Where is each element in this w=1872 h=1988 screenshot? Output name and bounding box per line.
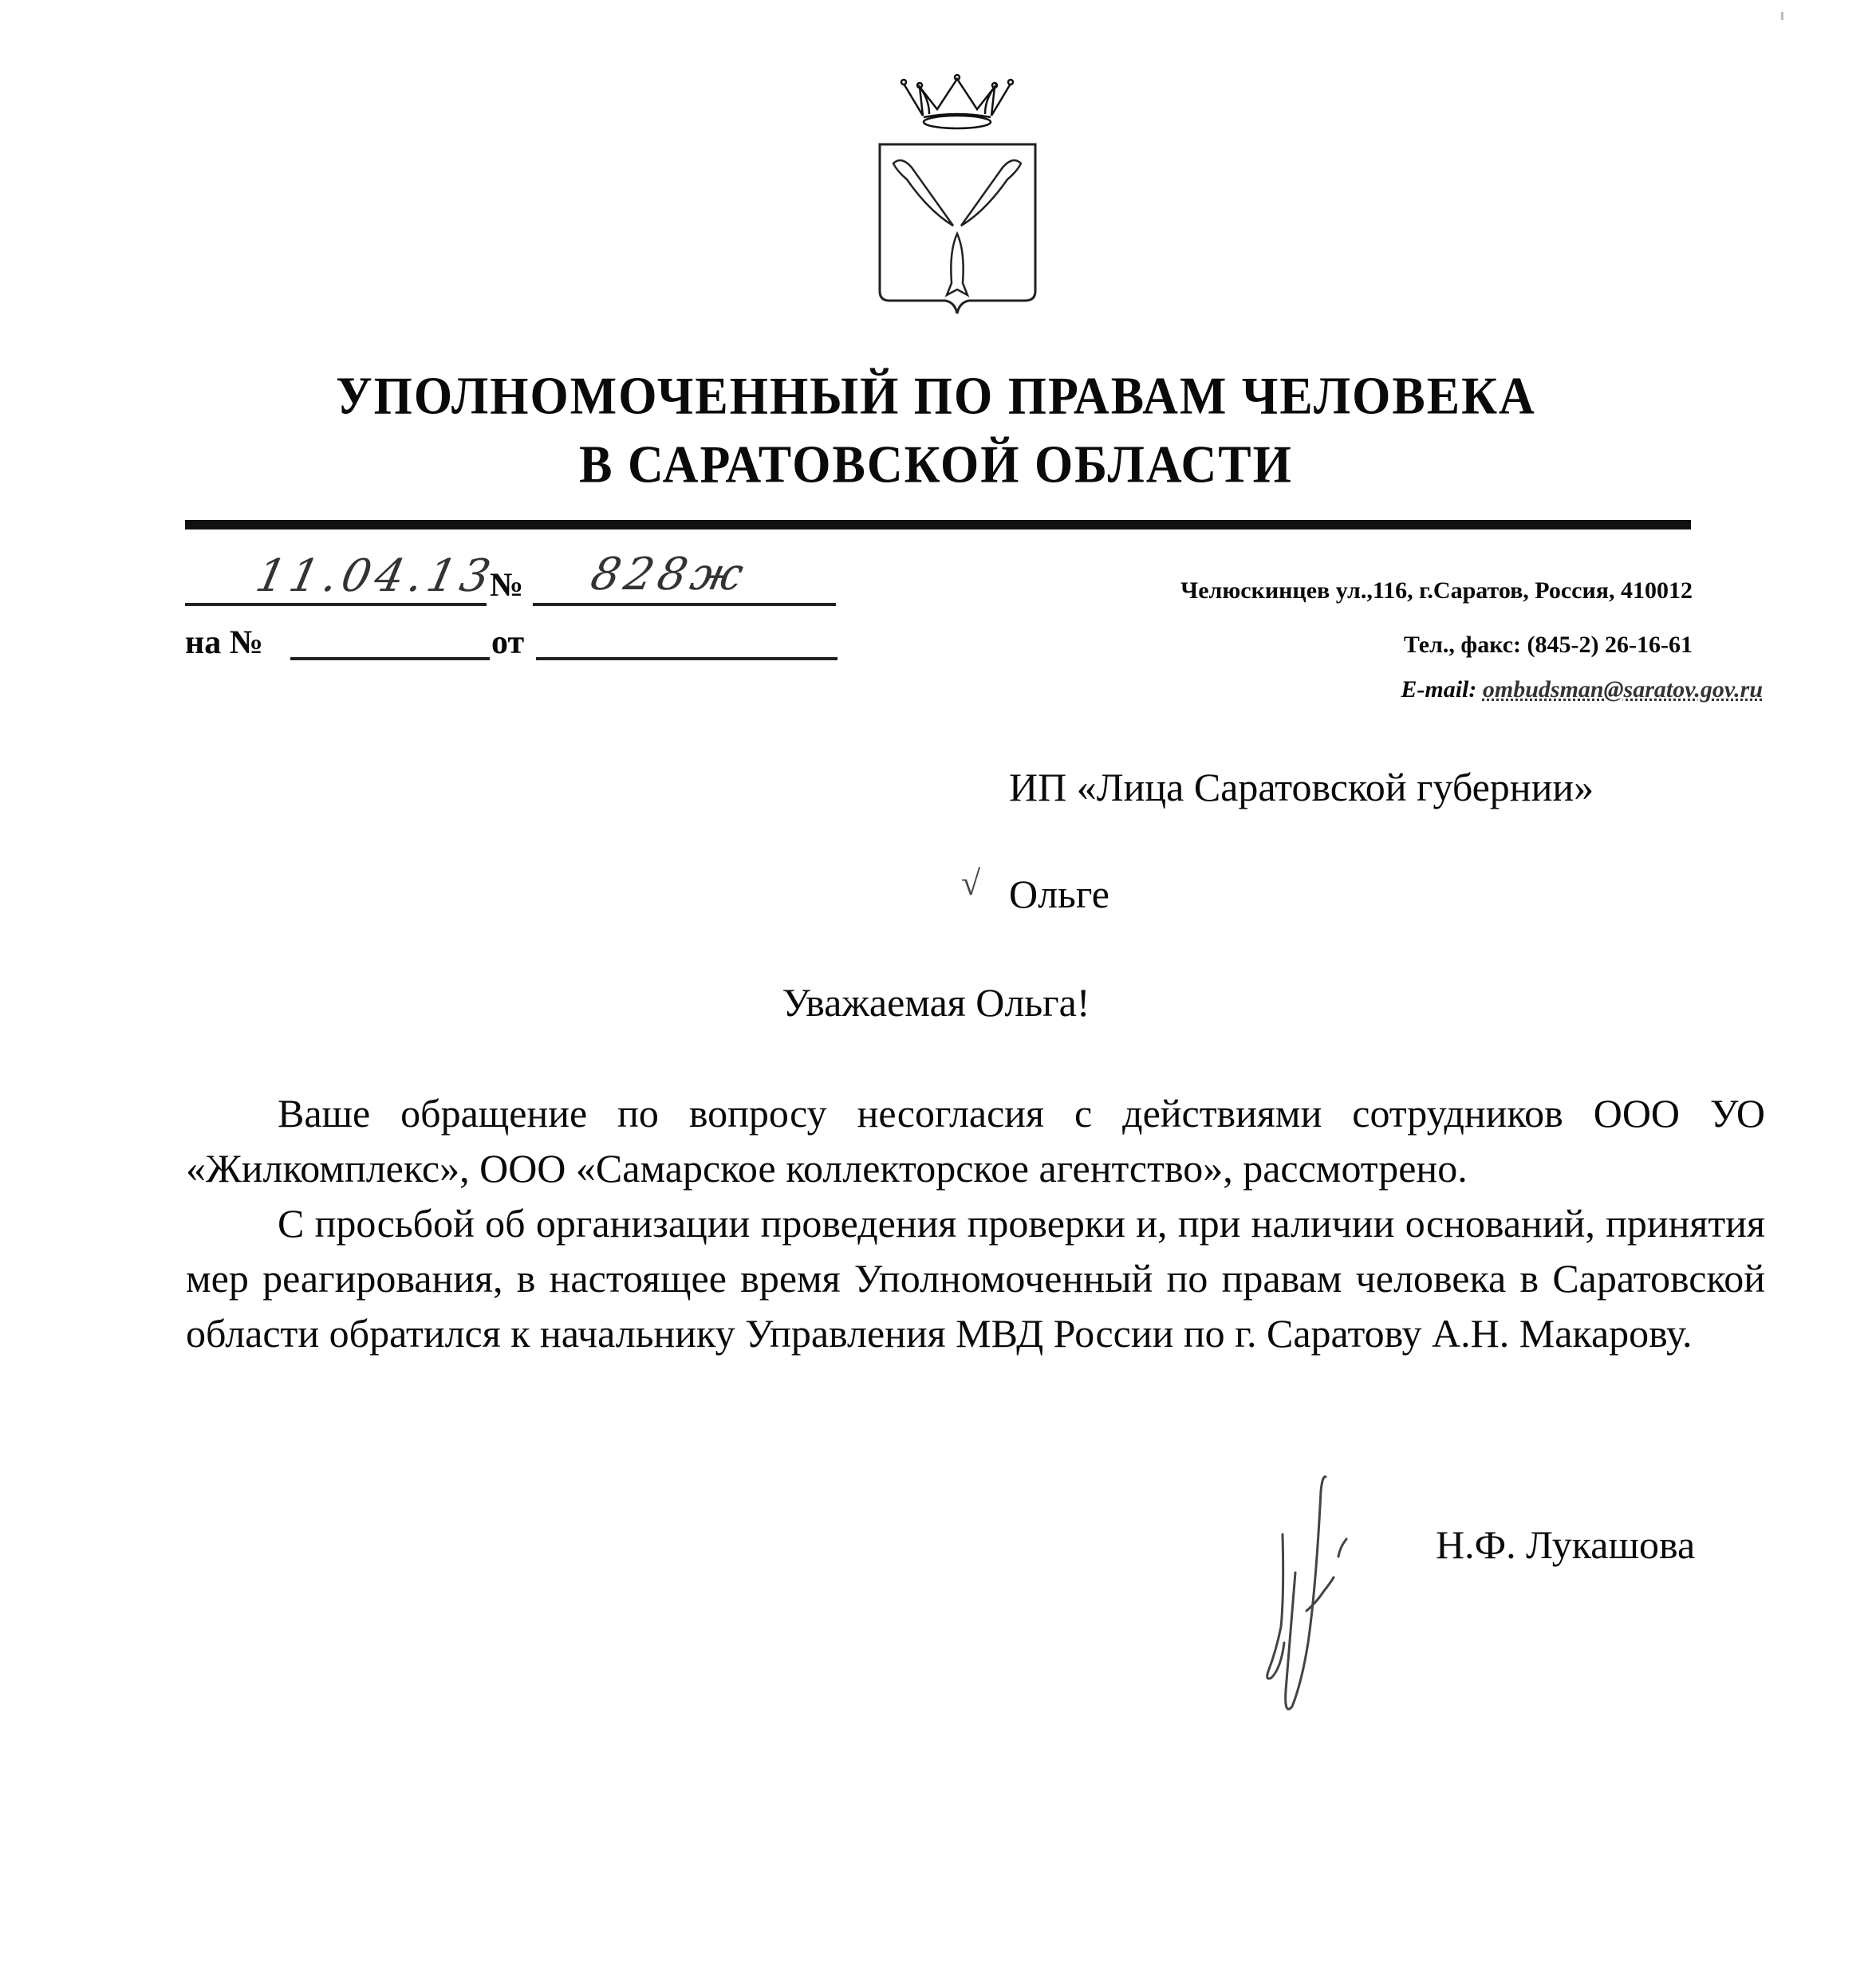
letter-body xyxy=(186,1086,1765,1361)
sterlet-fish-icon xyxy=(893,160,1021,295)
date-underline xyxy=(185,603,487,606)
letter-greeting: Уважаемая Ольга! xyxy=(782,980,1090,1025)
contact-email-row xyxy=(1021,676,1763,703)
scan-speck xyxy=(1781,12,1783,20)
recipient-name: Ольге xyxy=(1009,872,1109,916)
handwritten-number: 828ж xyxy=(586,549,753,600)
number-underline xyxy=(533,603,836,606)
letter-paragraph: Ваше обращение по вопросу несогласия с действиями сотрудников ООО УО «Жилкомплекс», ООО «Самарское коллекторское агентство», рассмотрено. xyxy=(186,1091,1765,1191)
email-label: E-mail: xyxy=(1401,676,1477,703)
reply-from-label: от xyxy=(491,624,525,661)
handwritten-date: 11.04.13 xyxy=(251,550,500,602)
reply-number-underline xyxy=(290,657,490,660)
handwritten-signature xyxy=(1244,1467,1356,1738)
signer-name: Н.Ф. Лукашова xyxy=(1436,1522,1696,1567)
coat-of-arms-emblem xyxy=(873,52,1041,315)
reply-date-underline xyxy=(536,657,837,660)
recipient-organization: ИП «Лица Саратовской губернии» xyxy=(1009,765,1594,809)
contact-phone: Тел., факс: (845-2) 26-16-61 xyxy=(1403,632,1693,658)
registration-block xyxy=(185,550,839,670)
header-divider xyxy=(185,520,1691,529)
contact-address: Челюскинцев ул.,116, г.Саратов, Россия, 410012 xyxy=(1180,577,1693,604)
crown-icon xyxy=(901,75,1013,128)
number-label: № xyxy=(490,567,524,604)
email-link[interactable]: ombudsman@saratov.gov.ru xyxy=(1482,676,1763,703)
organization-title-line1: УПОЛНОМОЧЕННЫЙ ПО ПРАВАМ ЧЕЛОВЕКА xyxy=(336,367,1536,426)
reply-to-label: на № xyxy=(185,624,263,661)
organization-title-line2: В САРАТОВСКОЙ ОБЛАСТИ xyxy=(579,435,1293,494)
letter-paragraph: С просьбой об организации проведения проверки и, при наличии оснований, принятия мер реагирования, в настоящее время Уполномоченный по правам человека в Саратовской области обратился к начальнику Управления МВД России по г. Саратову А.Н. Макарову. xyxy=(186,1201,1765,1356)
check-mark-icon: √ xyxy=(961,864,981,903)
